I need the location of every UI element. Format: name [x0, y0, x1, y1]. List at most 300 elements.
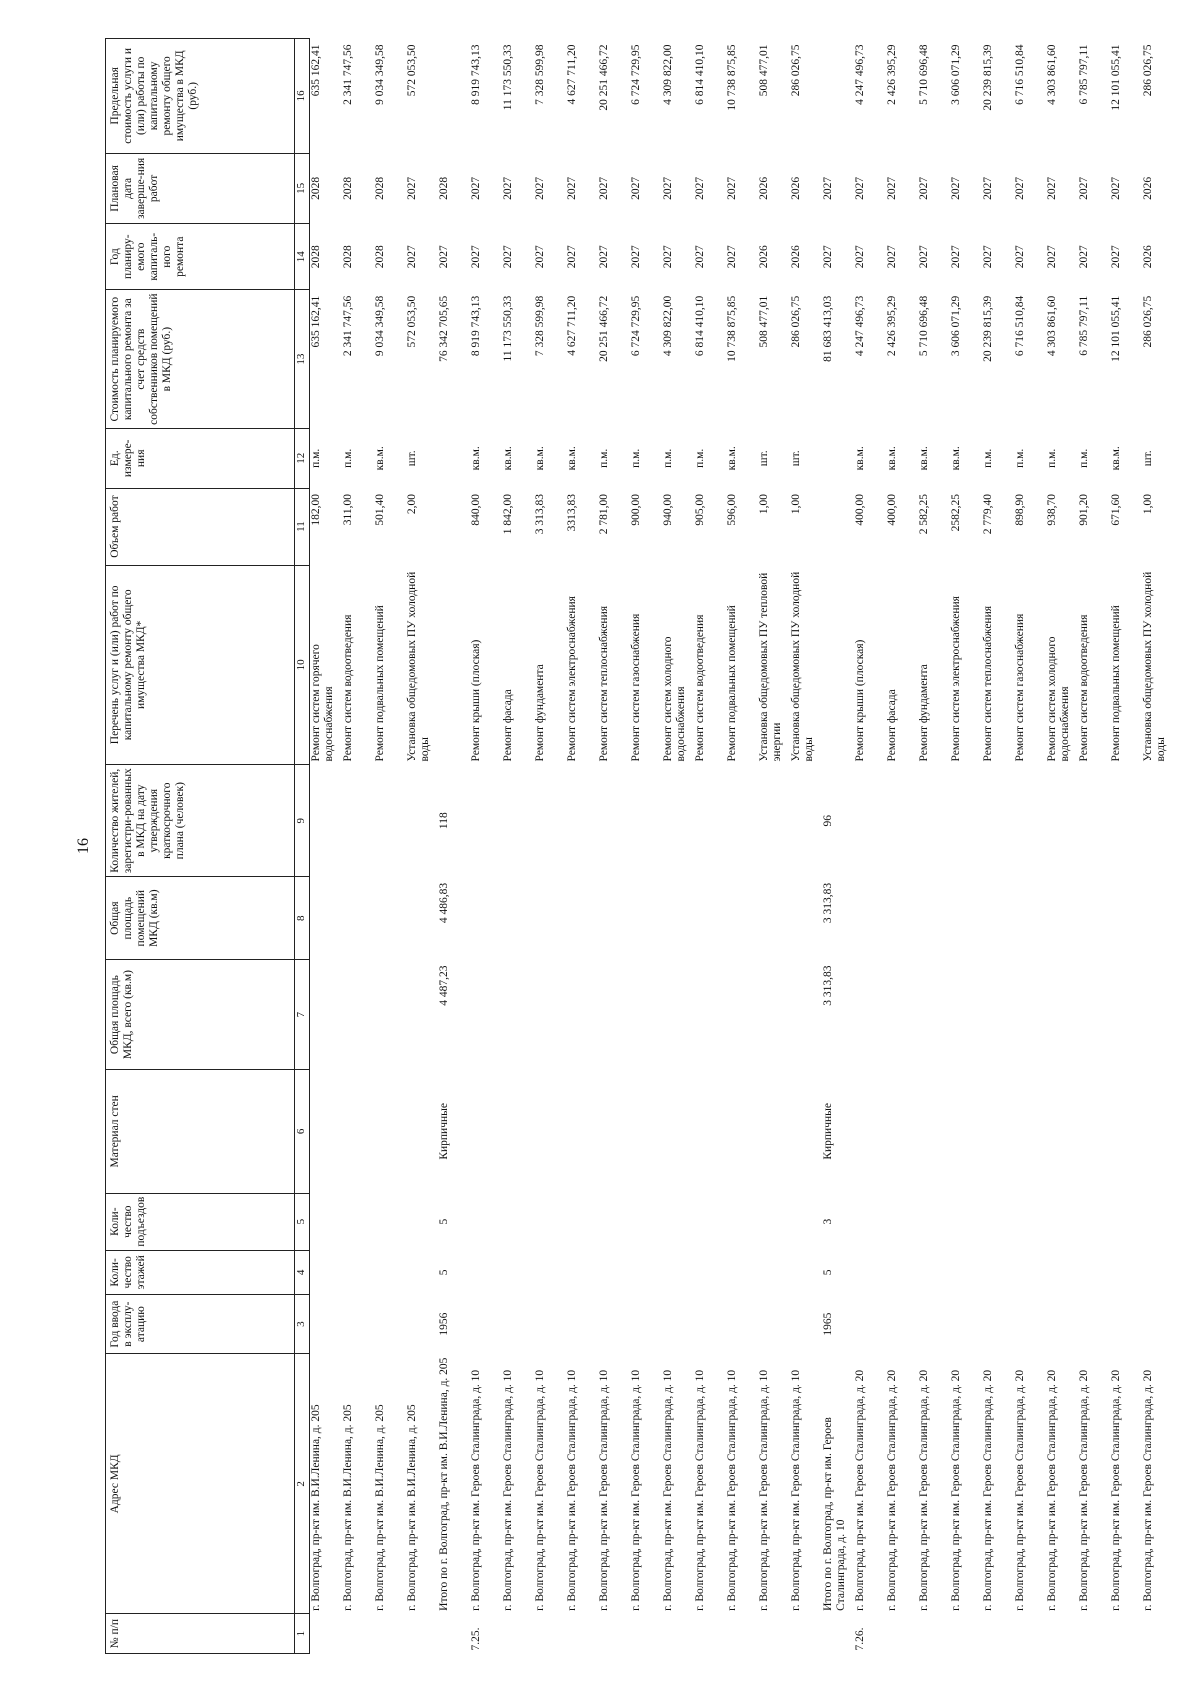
table-cell: 2 781,00	[598, 494, 610, 535]
table-cell	[726, 1614, 758, 1654]
table-cell: п.м.	[310, 448, 322, 468]
table-cell: г. Волгоград, пр-кт им. В.И.Ленина, д. 205	[406, 1404, 418, 1611]
table-cell: 2027	[1046, 176, 1058, 200]
table-cell: 572 053,50	[406, 295, 418, 348]
table-cell: Ремонт систем водоотведения	[1078, 614, 1090, 762]
table-cell: 4 309 822,00	[662, 44, 674, 105]
table-cell	[438, 1614, 470, 1654]
table-cell	[758, 877, 790, 960]
table-cell: 6 814 410,10	[694, 44, 706, 105]
table-cell	[918, 1250, 950, 1294]
table-cell	[630, 1250, 662, 1294]
table-cell	[534, 877, 566, 960]
column-header: Коли-чество этажей	[106, 1250, 295, 1294]
table-cell	[1110, 1250, 1142, 1294]
table-cell: 4 627 711,20	[566, 295, 578, 356]
table-cell: кв.м.	[1110, 446, 1122, 471]
table-cell	[982, 1294, 1014, 1353]
table-cell	[1046, 1070, 1078, 1193]
table-cell	[1142, 1193, 1174, 1250]
table-cell: 11 173 550,33	[502, 295, 514, 362]
table-cell: кв.м.	[886, 446, 898, 471]
table-cell	[1142, 877, 1174, 960]
table-cell	[310, 765, 343, 877]
table-cell	[694, 1070, 726, 1193]
table-row	[982, 39, 1014, 1654]
table-cell: 4 303 861,60	[1046, 44, 1058, 105]
table-cell	[470, 1070, 502, 1193]
table-cell: 905,00	[694, 494, 706, 526]
column-number: 2	[295, 1354, 310, 1614]
table-cell	[598, 960, 630, 1070]
table-cell: 2582,25	[950, 494, 962, 532]
table-cell: 2027	[822, 245, 834, 269]
column-number-row	[295, 39, 310, 1654]
table-cell	[662, 765, 694, 877]
table-cell: Ремонт фундамента	[918, 664, 930, 762]
table-cell: 3313,83	[566, 494, 578, 532]
table-cell	[854, 877, 886, 960]
table-cell	[886, 765, 918, 877]
table-cell	[726, 877, 758, 960]
table-cell	[470, 960, 502, 1070]
table-cell	[758, 1614, 790, 1654]
table-cell	[534, 765, 566, 877]
table-cell	[950, 1614, 982, 1654]
table-row	[342, 39, 374, 1654]
table-cell	[342, 1294, 374, 1353]
table-cell	[694, 1614, 726, 1654]
table-cell: Ремонт крыши (плоская)	[470, 639, 482, 762]
table-cell	[950, 1193, 982, 1250]
table-cell: кв.м.	[950, 446, 962, 471]
table-cell: 2028	[342, 176, 354, 200]
table-cell: шт.	[1142, 450, 1154, 467]
table-cell	[758, 1193, 790, 1250]
table-cell: Установка общедомовых ПУ холодной воды	[790, 571, 815, 762]
table-cell	[630, 1294, 662, 1353]
table-cell	[598, 1294, 630, 1353]
table-cell	[406, 1614, 438, 1654]
table-cell	[310, 1070, 343, 1193]
table-cell: 6 716 510,84	[1014, 295, 1026, 357]
table-cell: 2027	[950, 176, 962, 200]
table-cell: 3 606 071,29	[950, 295, 962, 357]
table-cell: г. Волгоград, пр-кт им. Героев Сталинграда, д. 10	[662, 1369, 674, 1611]
table-cell: 2027	[406, 245, 418, 269]
table-cell: 2026	[1142, 176, 1154, 200]
table-cell: Ремонт фундамента	[534, 664, 546, 762]
table-cell: 2027	[854, 176, 866, 200]
table-cell: 3 313,83	[822, 882, 834, 924]
table-cell: 2026	[758, 176, 770, 200]
table-cell: 2027	[1078, 176, 1090, 200]
table-cell: 81 683 413,03	[822, 295, 834, 362]
table-cell: 2027	[694, 176, 706, 200]
table-cell: п.м.	[1014, 448, 1026, 468]
table-cell	[1078, 1250, 1110, 1294]
column-header: Предельная стоимость услуги и (или) работы по капитальному ремонту общего имущества в МКД (руб.)	[106, 39, 295, 154]
table-cell	[758, 960, 790, 1070]
table-cell	[566, 765, 598, 877]
table-cell: 76 342 705,65	[438, 295, 450, 362]
table-cell: 12 101 055,41	[1110, 295, 1122, 362]
table-cell	[1078, 765, 1110, 877]
table-cell: 2027	[502, 245, 514, 269]
table-cell: Ремонт подвальных помещений	[1110, 605, 1122, 762]
column-number: 5	[295, 1193, 310, 1250]
table-cell	[1110, 877, 1142, 960]
table-cell	[694, 877, 726, 960]
table-cell: 5	[438, 1269, 450, 1276]
table-cell	[566, 1193, 598, 1250]
table-cell	[758, 765, 790, 877]
table-cell: 2027	[918, 176, 930, 200]
table-cell: шт.	[406, 450, 418, 467]
table-cell: 840,00	[470, 494, 482, 526]
table-cell	[1014, 1294, 1046, 1353]
table-cell: п.м.	[1078, 448, 1090, 468]
table-cell	[854, 1193, 886, 1250]
table-cell	[1078, 1294, 1110, 1353]
table-cell: г. Волгоград, пр-кт им. Героев Сталинграда, д. 20	[854, 1369, 866, 1611]
table-cell: кв.м.	[374, 446, 386, 471]
table-cell: г. Волгоград, пр-кт им. Героев Сталинграда, д. 20	[1046, 1369, 1058, 1611]
table-cell: 898,90	[1014, 494, 1026, 526]
table-cell	[406, 1070, 438, 1193]
table-cell	[374, 1294, 406, 1353]
table-cell	[1014, 960, 1046, 1070]
table-cell	[342, 765, 374, 877]
table-cell	[310, 960, 343, 1070]
table-cell: 2027	[662, 176, 674, 200]
table-cell: 2028	[310, 176, 322, 200]
table-cell: 2027	[406, 176, 418, 200]
table-cell	[470, 1294, 502, 1353]
table-cell: 2026	[790, 176, 802, 200]
table-cell: 2027	[854, 245, 866, 269]
table-row	[1110, 39, 1142, 1654]
table-cell	[502, 1193, 534, 1250]
table-cell	[502, 1070, 534, 1193]
table-cell	[342, 1193, 374, 1250]
table-cell: 5	[438, 1218, 450, 1225]
table-cell: Ремонт систем водоотведения	[342, 614, 354, 762]
table-cell	[502, 765, 534, 877]
table-cell: 2027	[918, 245, 930, 269]
table-cell	[1110, 1294, 1142, 1353]
table-cell	[694, 960, 726, 1070]
table-cell	[470, 1193, 502, 1250]
table-row	[502, 39, 534, 1654]
table-cell: 938,70	[1046, 494, 1058, 526]
table-row	[630, 39, 662, 1654]
table-cell	[950, 960, 982, 1070]
table-cell	[534, 1614, 566, 1654]
table-cell: 2 582,25	[918, 494, 930, 535]
table-cell: 4 487,23	[438, 965, 450, 1006]
table-cell	[534, 1294, 566, 1353]
table-cell: Ремонт систем водоотведения	[694, 614, 706, 762]
table-cell: 286 026,75	[790, 44, 802, 97]
table-cell: 671,60	[1110, 494, 1122, 526]
table-cell	[854, 765, 886, 877]
table-cell	[438, 488, 470, 565]
table-cell: 5	[822, 1269, 834, 1276]
table-cell: п.м.	[342, 448, 354, 468]
table-cell	[918, 1193, 950, 1250]
table-cell: 3	[822, 1218, 834, 1225]
table-cell: г. Волгоград, пр-кт им. Героев Сталинграда, д. 20	[982, 1369, 994, 1611]
table-cell: г. Волгоград, пр-кт им. В.И.Ленина, д. 205	[342, 1404, 354, 1611]
column-header: Перечень услуг и (или) работ по капитальному ремонту общего имущества МКД*	[106, 565, 295, 764]
table-cell	[438, 565, 470, 764]
table-cell	[822, 488, 854, 565]
table-cell: 286 026,75	[1142, 44, 1154, 97]
table-cell: 2 426 395,29	[886, 295, 898, 357]
table-cell: п.м.	[694, 448, 706, 468]
table-cell: 2027	[598, 176, 610, 200]
table-cell	[630, 765, 662, 877]
table-cell	[406, 877, 438, 960]
table-cell	[374, 765, 406, 877]
table-cell	[1046, 960, 1078, 1070]
column-number: 14	[295, 224, 310, 290]
table-cell: кв.м.	[470, 446, 482, 471]
table-cell: 900,00	[630, 494, 642, 526]
table-cell	[1142, 1294, 1174, 1353]
table-cell	[342, 877, 374, 960]
table-cell: г. Волгоград, пр-кт им. Героев Сталинграда, д. 10	[758, 1369, 770, 1611]
table-cell	[342, 1614, 374, 1654]
table-cell: Ремонт подвальных помещений	[726, 605, 738, 762]
table-cell: шт.	[758, 450, 770, 467]
table-cell: 7 328 599,98	[534, 44, 546, 105]
table-cell: 2027	[566, 176, 578, 200]
table-cell: 572 053,50	[406, 44, 418, 97]
table-cell	[726, 1250, 758, 1294]
table-cell	[374, 960, 406, 1070]
table-row	[1046, 39, 1078, 1654]
table-cell	[918, 877, 950, 960]
table-cell: кв.м.	[566, 446, 578, 471]
table-cell: 1,00	[758, 494, 770, 515]
table-row	[1078, 39, 1110, 1654]
table-cell	[886, 1070, 918, 1193]
table-cell	[790, 960, 822, 1070]
table-cell: 9 034 349,58	[374, 44, 386, 105]
table-cell: п.м.	[598, 448, 610, 468]
table-cell	[598, 877, 630, 960]
table-cell: 1956	[438, 1312, 450, 1336]
table-cell	[438, 39, 470, 154]
table-cell	[790, 1070, 822, 1193]
table-cell: 2027	[1078, 245, 1090, 269]
table-cell: п.м.	[982, 448, 994, 468]
table-cell: 7 328 599,98	[534, 295, 546, 357]
table-cell	[1014, 1070, 1046, 1193]
table-cell: Ремонт систем электроснабжения	[566, 596, 578, 762]
table-row	[534, 39, 566, 1654]
table-cell	[982, 1250, 1014, 1294]
table-cell	[1078, 960, 1110, 1070]
table-row	[470, 39, 502, 1654]
table-cell: 5 710 696,48	[918, 295, 930, 357]
table-cell	[982, 1614, 1014, 1654]
table-cell: 20 239 815,39	[982, 295, 994, 362]
table-cell: 508 477,01	[758, 295, 770, 348]
table-cell: 10 738 875,85	[726, 295, 738, 362]
table-cell	[822, 429, 854, 488]
table-cell	[406, 1193, 438, 1250]
table-cell	[726, 1294, 758, 1353]
table-cell: 11 173 550,33	[502, 44, 514, 111]
table-cell: 2 341 747,56	[342, 44, 354, 105]
table-row	[854, 39, 886, 1654]
table-cell	[406, 1294, 438, 1353]
table-cell: 5 710 696,48	[918, 44, 930, 105]
table-cell	[534, 960, 566, 1070]
table-cell	[374, 1193, 406, 1250]
table-cell: 2027	[630, 176, 642, 200]
table-cell	[790, 1294, 822, 1353]
table-cell	[918, 960, 950, 1070]
table-row	[950, 39, 982, 1654]
table-cell	[950, 1294, 982, 1353]
table-cell: 2028	[438, 176, 450, 200]
table-cell: 2027	[1014, 245, 1026, 269]
table-cell: Ремонт фасада	[886, 689, 898, 762]
table-cell	[1046, 1193, 1078, 1250]
column-number: 1	[295, 1614, 310, 1654]
table-cell: 901,20	[1078, 494, 1090, 526]
table-cell	[790, 1193, 822, 1250]
table-cell: Ремонт систем газоснабжения	[630, 613, 642, 762]
table-cell: 2027	[886, 245, 898, 269]
table-cell	[822, 39, 854, 154]
table-cell: 6 716 510,84	[1014, 44, 1026, 105]
table-cell	[502, 877, 534, 960]
table-cell	[950, 877, 982, 960]
table-cell	[694, 765, 726, 877]
table-cell: кв.м.	[534, 446, 546, 471]
column-header: Ед. измере-ния	[106, 429, 295, 488]
table-cell: 96	[822, 814, 834, 827]
table-cell	[406, 765, 438, 877]
table-cell: 2027	[598, 245, 610, 269]
table-cell: 1,00	[790, 494, 802, 515]
table-cell	[310, 1193, 343, 1250]
table-cell	[566, 1614, 598, 1654]
table-cell: 2027	[502, 176, 514, 200]
table-cell	[438, 429, 470, 488]
table-cell: Кирпичные	[438, 1103, 450, 1160]
table-cell	[1078, 877, 1110, 960]
table-cell: 596,00	[726, 494, 738, 526]
table-cell	[470, 1250, 502, 1294]
table-cell	[1110, 765, 1142, 877]
table-cell	[886, 877, 918, 960]
table-cell	[630, 1193, 662, 1250]
table-cell	[598, 765, 630, 877]
table-cell	[598, 1250, 630, 1294]
table-cell	[790, 1250, 822, 1294]
table-cell	[886, 1294, 918, 1353]
table-cell: 3 313,83	[534, 494, 546, 535]
table-cell	[1046, 1614, 1078, 1654]
table-cell: 2027	[822, 176, 834, 200]
table-row	[310, 39, 343, 1654]
table-cell: 2027	[566, 245, 578, 269]
table-cell: 3 606 071,29	[950, 44, 962, 105]
table-cell	[310, 1294, 343, 1353]
table-cell	[502, 1294, 534, 1353]
table-cell: Ремонт систем холодного водоснабжения	[662, 636, 687, 762]
table-cell: Ремонт систем теплоснабжения	[598, 605, 610, 762]
table-cell: 7.26.	[854, 1627, 866, 1651]
table-cell: 2028	[374, 245, 386, 269]
column-header: Общая площадь МКД, всего (кв.м)	[106, 960, 295, 1070]
table-cell	[310, 877, 343, 960]
table-cell: 2027	[950, 245, 962, 269]
table-cell: кв.м.	[918, 446, 930, 471]
column-number: 7	[295, 960, 310, 1070]
table-cell: г. Волгоград, пр-кт им. Героев Сталинграда, д. 20	[1014, 1369, 1026, 1611]
table-cell: г. Волгоград, пр-кт им. Героев Сталинграда, д. 20	[1142, 1369, 1154, 1611]
table-cell: 311,00	[342, 494, 354, 526]
table-row	[374, 39, 406, 1654]
table-cell	[1110, 1070, 1142, 1193]
table-cell	[1142, 1070, 1174, 1193]
column-header: Материал стен	[106, 1070, 295, 1193]
table-cell	[1014, 1614, 1046, 1654]
rotated-page	[75, 38, 1200, 1654]
table-cell: 2 341 747,56	[342, 295, 354, 357]
table-row	[566, 39, 598, 1654]
table-cell	[694, 1294, 726, 1353]
table-cell: шт.	[790, 450, 802, 467]
table-cell: 4 627 711,20	[566, 44, 578, 105]
table-cell: 2 426 395,29	[886, 44, 898, 105]
table-cell: Итого по г. Волгоград, пр-кт им. Героев Сталинграда, д. 10	[822, 1417, 847, 1611]
column-header: Год планиру-емого капиталь-ного ремонта	[106, 224, 295, 290]
table-cell: кв.м.	[502, 446, 514, 471]
table-cell: 2027	[726, 176, 738, 200]
table-cell: 20 251 466,72	[598, 44, 610, 111]
table-row	[662, 39, 694, 1654]
table-cell	[374, 877, 406, 960]
table-cell: 8 919 743,13	[470, 295, 482, 357]
table-cell: г. Волгоград, пр-кт им. В.И.Ленина, д. 205	[374, 1404, 386, 1611]
table-row	[790, 39, 822, 1654]
table-body	[310, 39, 1175, 1654]
table-cell	[822, 565, 854, 764]
table-cell: п.м.	[1046, 448, 1058, 468]
table-cell: 4 309 822,00	[662, 295, 674, 357]
column-header: Год ввода в эксплу-атацию	[106, 1294, 295, 1353]
table-cell	[566, 960, 598, 1070]
table-cell: Установка общедомовых ПУ холодной воды	[1142, 571, 1167, 762]
table-cell	[470, 877, 502, 960]
table-row	[726, 39, 758, 1654]
table-cell	[374, 1250, 406, 1294]
table-cell: 12 101 055,41	[1110, 44, 1122, 111]
table-cell	[598, 1193, 630, 1250]
table-cell	[822, 1614, 854, 1654]
table-row	[918, 39, 950, 1654]
column-header: Плановая дата заверше-ния работ	[106, 153, 295, 224]
table-row	[886, 39, 918, 1654]
